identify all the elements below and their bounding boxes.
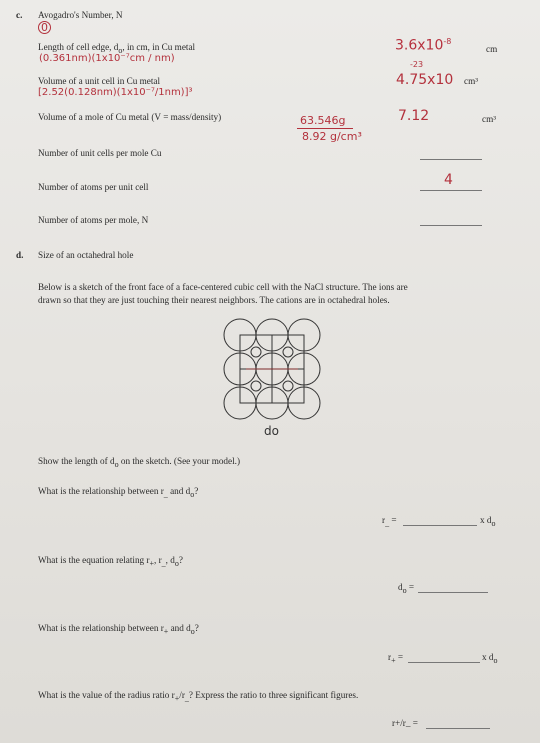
question-r-plus: What is the relationship between $r_+$ and $d_o$? xyxy=(38,623,199,636)
r-minus-answer-left: $r_{\_}$ = xyxy=(382,515,397,528)
radius-ratio-blank[interactable] xyxy=(426,728,490,729)
fraction-bar xyxy=(297,128,353,129)
question-radius-ratio: What is the value of the radius ratio $r_+/r_{\_}$? Express the ratio to three significant figures. xyxy=(38,690,359,703)
row4-label: Number of unit cells per mole Cu xyxy=(38,148,162,158)
row2-unit: cm³ xyxy=(464,76,478,86)
row3-work-top: 63.546g xyxy=(300,114,346,127)
r-minus-answer-right: x $d_o$ xyxy=(480,515,496,528)
instruction-show-do: Show the length of $d_o$ on the sketch. (See your model.) xyxy=(38,456,241,469)
row3-unit: cm³ xyxy=(482,114,496,124)
row2-answer: 4.75x10 xyxy=(396,72,454,88)
section-d-label: d. xyxy=(16,250,24,260)
row4-answer-blank[interactable] xyxy=(420,159,482,160)
section-c-title: Avogadro's Number, N xyxy=(38,10,123,20)
question-r-minus: What is the relationship between $r_{\_}$ and $d_o$? xyxy=(38,486,199,499)
do-label: do xyxy=(264,424,279,438)
r-plus-answer-right: x $d_o$ xyxy=(482,652,498,665)
row3-work-bottom: 8.92 g/cm³ xyxy=(302,130,362,143)
question-equation: What is the equation relating $r_+$, $r_{\_}$, $d_o$? xyxy=(38,555,183,568)
do-equation-blank[interactable] xyxy=(418,592,488,593)
nacl-fcc-face-sketch[interactable] xyxy=(222,319,322,419)
row1-answer: $3.6x10^{-8}$ xyxy=(395,37,452,54)
row5-label: Number of atoms per unit cell xyxy=(38,182,149,192)
do-equation-left: $d_o$ = xyxy=(398,582,415,595)
row2-work: [2.52(0.128nm)(1x10⁻⁷/1nm)]³ xyxy=(38,87,193,98)
intro-line-2: drawn so that they are just touching their nearest neighbors. The cations are in octahedral holes. xyxy=(38,295,390,305)
r-plus-answer-left: $r_+$ = xyxy=(388,652,404,665)
row3-answer: 7.12 xyxy=(398,108,430,124)
row5-answer-blank[interactable] xyxy=(420,190,482,191)
row2-exp: -23 xyxy=(410,60,424,69)
step-marker: 0 xyxy=(38,21,51,34)
row1-work: (0.361nm)(1x10⁻⁷cm / nm) xyxy=(39,53,175,64)
section-d-title: Size of an octahedral hole xyxy=(38,250,134,260)
row3-label: Volume of a mole of Cu metal (V = mass/density) xyxy=(38,112,222,122)
intro-line-1: Below is a sketch of the front face of a face-centered cubic cell with the NaCl structure. The ions are xyxy=(38,282,408,292)
row2-label: Volume of a unit cell in Cu metal xyxy=(38,76,161,86)
r-plus-answer-blank[interactable] xyxy=(408,662,480,663)
row6-label: Number of atoms per mole, N xyxy=(38,215,149,225)
row5-answer: 4 xyxy=(444,172,453,188)
section-c-label: c. xyxy=(16,10,23,20)
radius-ratio-label: r+/r_ = xyxy=(392,718,418,728)
row1-unit: cm xyxy=(486,44,498,54)
row6-answer-blank[interactable] xyxy=(420,225,482,226)
row1-label: Length of cell edge, $d_o$, in cm, in Cu metal xyxy=(38,42,196,55)
r-minus-answer-blank[interactable] xyxy=(403,525,477,526)
